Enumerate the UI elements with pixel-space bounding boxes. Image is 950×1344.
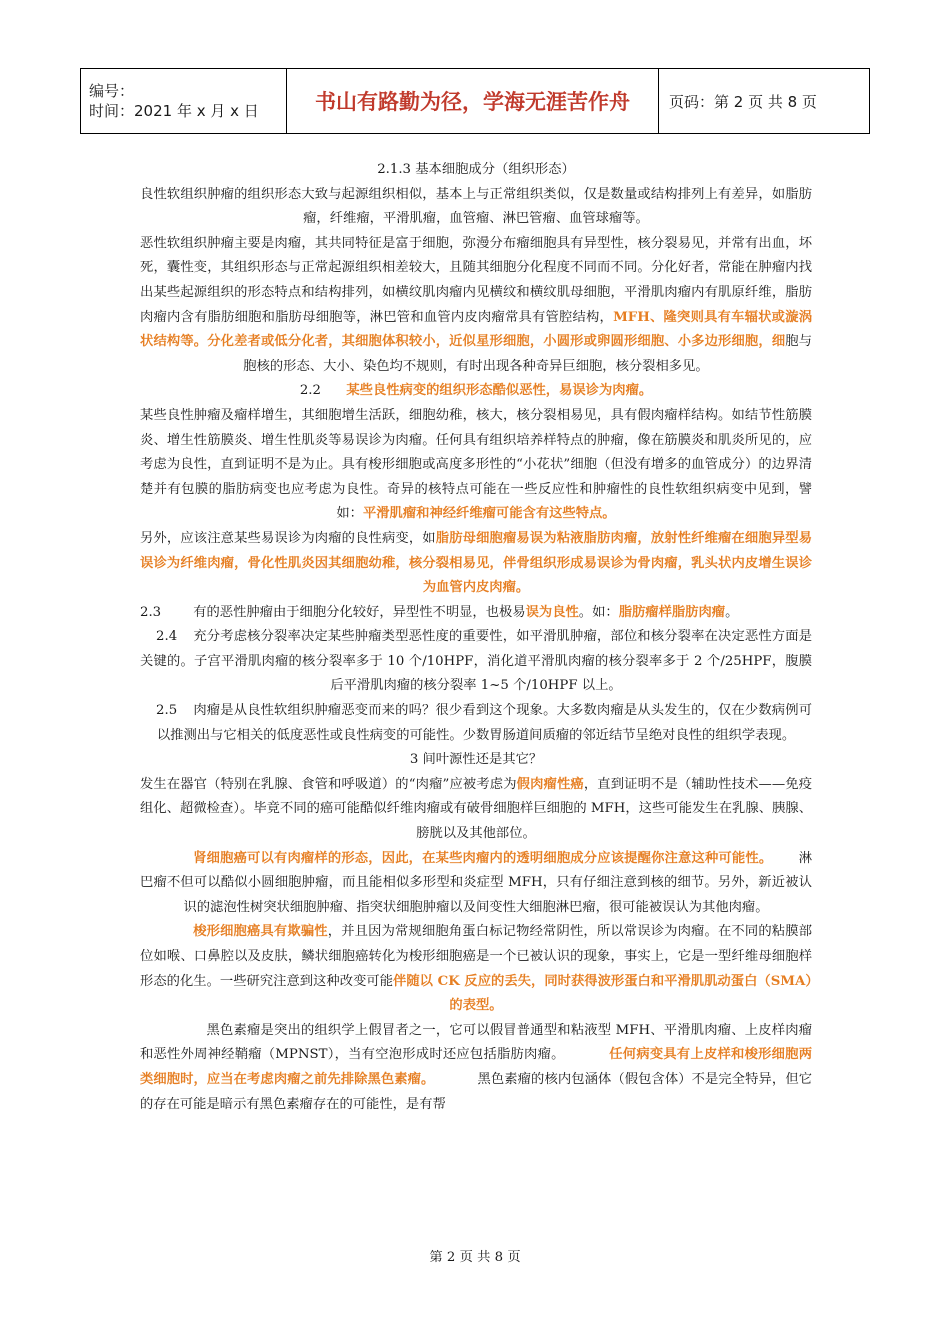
section-2-5 <box>140 699 812 748</box>
text-run: 发生在器官（特别在乳腺、食管和呼吸道）的“肉瘤”应被考虑为 <box>140 776 517 792</box>
text-run: 肉瘤是从良性软组织肿瘤恶变而来的吗？很少看到这个现象。大多数肉瘤是从头发生的，仅在少数病例可以推测出与它相关的低度恶性或良性病变的可能性。少数胃肠道间质瘤的邻近结节呈绝对良性的组织学表现。 <box>156 703 812 743</box>
page-header <box>80 68 870 134</box>
text-run: ，并且因为常规细胞角蛋白标记物经常阴性，所以常误诊为肉瘤。在不同的粘膜部位如喉、口鼻腔以及皮肤，鳞状细胞癌转化为梭形细胞癌是一个已被认识的现象，事实上，它是一型纤维母细胞样形态的化生。一些研究注意到这种改变可能 <box>140 924 813 989</box>
document-body <box>140 158 812 1117</box>
paragraph <box>140 527 812 601</box>
highlight-run: 假肉瘤性癌 <box>516 776 584 792</box>
text-run: 另外，应该注意某些易误诊为肉瘤的良性病变，如 <box>140 530 436 546</box>
section-2-3 <box>140 601 812 626</box>
text-run: 有的恶性肿瘤由于细胞分化较好，异型性不明显，也极易 <box>193 604 526 620</box>
page-label: 页码：第 2 页 共 8 页 <box>669 92 817 111</box>
highlight-run: 任何病变具有上皮样和梭形细胞两类细胞时，应当在考虑肉瘤之前先排除黑色素瘤。 <box>140 1047 812 1087</box>
paragraph <box>140 920 812 1018</box>
paragraph <box>140 773 812 847</box>
section-title: 某些良性病变的组织形态酷似恶性，易误诊为肉瘤。 <box>346 383 653 399</box>
highlight-run: MFH、隆突则具有车辐状或漩涡状结构等。分化差者或低分化者，其细胞体积较小，近似星形细胞，小圆形或卵圆形细胞、小多边形细胞，细 <box>140 309 812 350</box>
text-run: 。如： <box>578 604 619 620</box>
highlight-run: 肾细胞癌可以有肉瘤样的形态，因此，在某些肉瘤内的透明细胞成分应该提醒你注意这种可能性。 <box>193 850 773 866</box>
text-run: 恶性软组织肿瘤主要是肉瘤，其共同特征是富于细胞，弥漫分布瘤细胞具有异型性，核分裂易见，并常有出血，坏死，囊性变，其组织形态与正常起源组织相差较大，且随其细胞分化程度不同而不同。分化好者，常能在肿瘤内找出某些起源组织的形态特点和结构排列，如横纹肌肉瘤内见横纹和横纹肌母细胞，平滑肌肉瘤内有肌原纤维，脂肪肉瘤内含有脂肪细胞和脂肪母细胞等，淋巴管和血管内皮肉瘤常具有管腔结构， <box>140 235 812 325</box>
text-run: 黑色素瘤是突出的组织学上假冒者之一，它可以假冒普通型和粘液型 MFH、平滑肌肉瘤、上皮样肉瘤和恶性外周神经鞘瘤（MPNST），当有空泡形成时还应包括脂肪肉瘤。 <box>140 1022 812 1063</box>
section-number: 2.4 <box>156 629 178 645</box>
highlight-run: 误为良性 <box>525 604 579 620</box>
paragraph <box>140 404 812 527</box>
section-number: 2.2 <box>299 383 321 399</box>
highlight-run: 梭形细胞癌具有欺骗性 <box>193 924 328 940</box>
highlight-run: 平滑肌瘤和神经纤维瘤可能含有这些特点。 <box>362 506 616 522</box>
text-run: 某些良性肿瘤及瘤样增生，其细胞增生活跃，细胞幼稚，核大，核分裂相易见，具有假肉瘤样结构。如结节性筋膜炎、增生性筋膜炎、增生性肌炎等易误诊为肉瘤。任何具有组织培养样特点的肿瘤，像在筋膜炎和肌炎所见的，应考虑为良性，直到证明不是为止。具有梭形细胞或高度多形性的“小花状”细胞（但没有增多的血管成分）的边界清楚并有包膜的脂肪病变也应考虑为良性。奇异的核特点可能在一些反应性和肿瘤性的良性软组织病变中见到，譬如： <box>140 407 812 522</box>
time-label: 时间：2021 年 x 月 x 日 <box>89 102 259 120</box>
text-run: 充分考虑核分裂率决定某些肿瘤类型恶性度的重要性，如平滑肌肿瘤，部位和核分裂率在决定恶性方面是关键的。子宫平滑肌肉瘤的核分裂率多于 10 个/10HPF，消化道平滑肌肉瘤的核分裂率多于 2 个/25HPF，腹膜后平滑肌肉瘤的核分裂率 1~5 个/10HPF 以上。 <box>140 629 812 694</box>
header-motto-cell <box>287 69 659 133</box>
section-2-2-heading <box>140 379 812 404</box>
paragraph <box>140 1019 812 1117</box>
paragraph: 良性软组织肿瘤的组织形态大致与起源组织相似，基本上与正常组织类似，仅是数量或结构排列上有差异，如脂肪瘤，纤维瘤，平滑肌瘤，血管瘤、淋巴管瘤、血管球瘤等。 <box>140 186 812 227</box>
highlight-run: 脂肪母细胞瘤易误为粘液脂肪肉瘤，放射性纤维瘤在细胞异型易误诊为纤维肉瘤，骨化性肌炎因其细胞幼稚，核分裂相易见，伴骨组织形成易误诊为骨肉瘤，乳头状内皮增生误诊为血管内皮肉瘤。 <box>140 530 813 596</box>
text-run: 淋巴瘤不但可以酷似小圆细胞肿瘤，而且能相似多形型和炎症型 MFH，只有仔细注意到核的细节。另外，新近被认识的滤泡性树突状细胞肿瘤、指突状细胞肿瘤以及间变性大细胞淋巴瘤，很可能被误认为其他肉瘤。 <box>140 850 812 915</box>
section-2-4 <box>140 625 812 699</box>
text-run: 。 <box>725 604 739 620</box>
header-page-cell <box>659 69 869 133</box>
text-run: ，直到证明不是（辅助性技术——免疫组化、超微检查）。毕竟不同的癌可能酷似纤维肉瘤或有破骨细胞样巨细胞的 MFH，这些可能发生在乳腺、胰腺、膀胱以及其他部位。 <box>140 776 813 842</box>
highlight-run: 脂肪瘤样脂肪肉瘤 <box>618 604 726 620</box>
paragraph <box>140 232 812 380</box>
section-3-title: 3 间叶源性还是其它？ <box>409 752 543 768</box>
section-2-1-3-title: 2.1.3 基本细胞成分（组织形态） <box>377 162 575 177</box>
section-number: 2.5 <box>156 703 178 719</box>
text-run: 黑色素瘤的核内包涵体（假包含体）不是完全特异，但它的存在可能是暗示有黑色素瘤存在的可能性，是有帮 <box>140 1071 812 1112</box>
highlight-run: 伴随以 CK 反应的丢失，同时获得波形蛋白和平滑肌肌动蛋白（SMA）的表型。 <box>393 973 813 1014</box>
serial-label: 编号： <box>89 82 135 100</box>
section-number: 2.3 <box>140 604 162 620</box>
text-run: 胞与胞核的形态、大小、染色均不规则，有时出现各种奇异巨细胞，核分裂相多见。 <box>243 334 813 374</box>
page-footer: 第 2 页 共 8 页 <box>429 1250 521 1265</box>
motto: 书山有路勤为径，学海无涯苦作舟 <box>315 90 630 114</box>
paragraph <box>140 847 812 921</box>
header-left-cell <box>81 69 287 133</box>
